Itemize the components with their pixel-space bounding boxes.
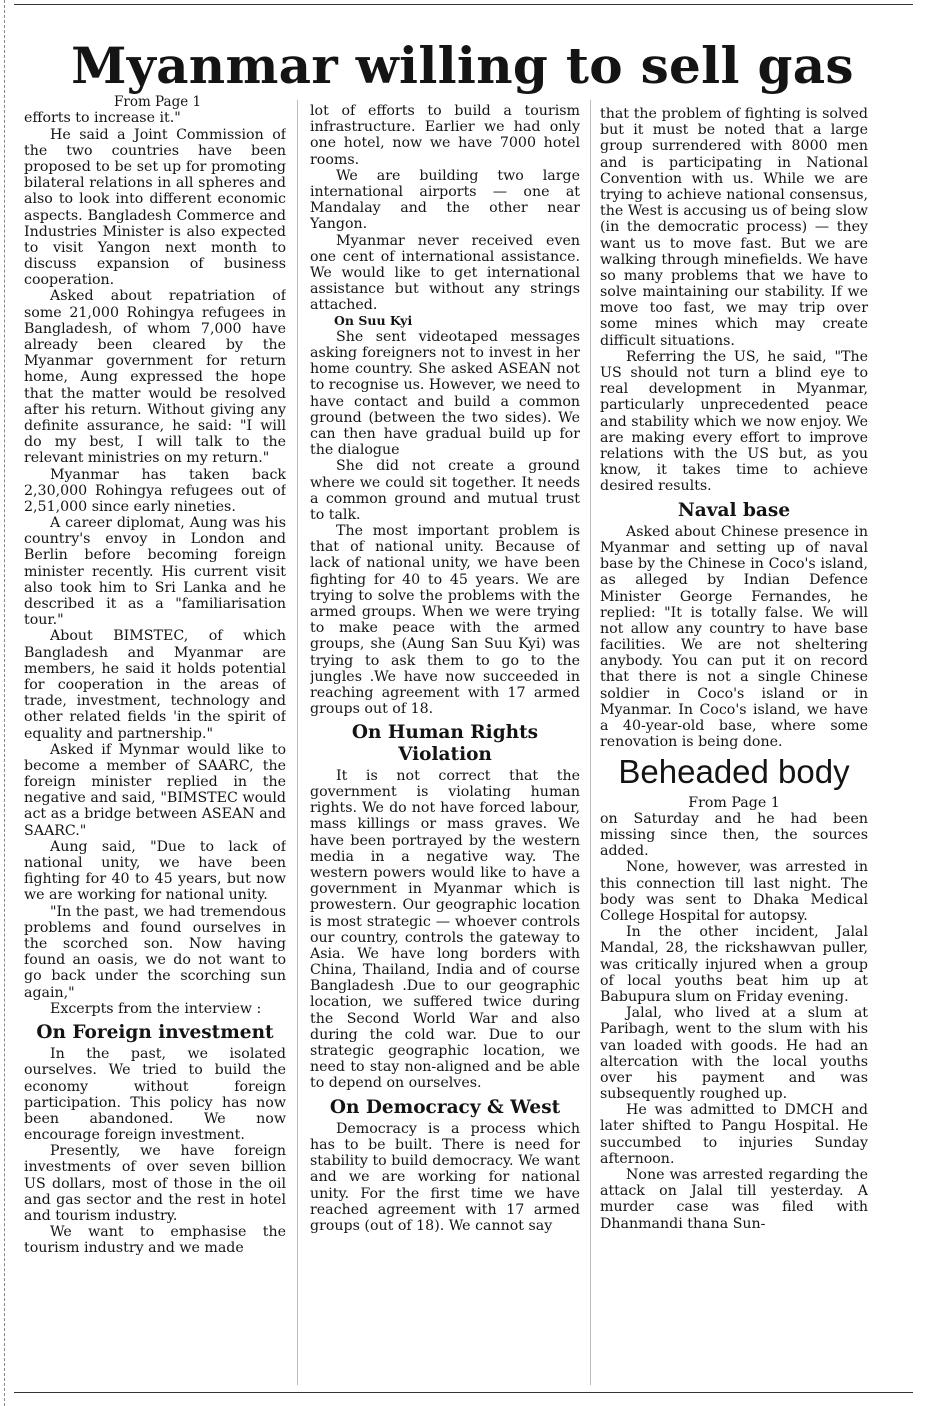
column-1: [24, 95, 286, 1390]
left-edge-border: [4, 0, 5, 1406]
paragraph: In the past, we isolated ourselves. We tried to build the economy without foreign participation. This policy has now been abandoned. We now encourage foreign investment.: [24, 1046, 286, 1144]
paragraph: A career diplomat, Aung was his country's envoy in London and Berlin before becoming foreign minister recently. His current visit also took him to Sri Lanka and he described it as a "familiarisation tour.": [24, 515, 286, 629]
paragraph: Myanmar never received even one cent of international assistance. We would like to get international assistance but without any strings attached.: [310, 232, 580, 314]
subhead-naval-base: Naval base: [677, 499, 791, 521]
paragraph: The most important problem is that of national unity. Because of lack of national unity, we have been fighting for 40 to 45 years. We are trying to solve the problems with the armed groups. When we were trying to make peace with the armed groups, she (Aung San Suu Kyi) was trying to ask them to go to the jungles .We have now succeeded in reaching agreement with 17 armed groups out of 18.: [310, 523, 580, 718]
column-divider: [590, 100, 591, 1385]
top-rule: [14, 4, 913, 5]
paragraph: Asked about repatriation of some 21,000 Rohingya refugees in Bangladesh, of whom 7,000 have already been cleared by the Myanmar government for return home, Aung expressed the hope that the matter would be resolved after his return. Without giving any definite assurance, he said: "I will do my best, I will talk to the relevant ministries on my return.": [24, 288, 286, 467]
paragraph: Democracy is a process which has to be built. There is need for stability to build democracy. We want and we are working for national unity. For the first time we have reached agreement with 17 armed groups (out of 18). We cannot say: [310, 1120, 580, 1234]
paragraph: Myanmar has taken back 2,30,000 Rohingya refugees out of 2,51,000 since early nineties.: [24, 466, 286, 515]
story-headline-beheaded-body: Beheaded body: [618, 753, 850, 791]
paragraph: lot of efforts to build a tourism infrastructure. Earlier we had only one hotel, now we have 7000 hotel rooms.: [310, 103, 580, 168]
paragraph: None was arrested regarding the attack on Jalal till yesterday. A murder case was filed with Dhanmandi thana Sun-: [600, 1167, 868, 1232]
paragraph: that the problem of fighting is solved but it must be noted that a large group surrendered with 8000 men and is participating in National Convention with us. While we are trying to achieve national consensus, the West is accusing us of being slow (in the democratic process) — they want us to move fast. But we are walking through minefields. We have so many problems that we have to solve maintaining our stability. If we move too fast, we may trip over some mines which may create difficult situations.: [600, 106, 868, 349]
kicker-from-page: From Page 1: [114, 95, 202, 110]
subhead-democracy-west: On Democracy & West: [329, 1096, 561, 1118]
paragraph: He said a Joint Commission of the two countries have been proposed to be set up for promoting bilateral relations in all spheres and also to look into different economic aspects. Bangladesh Commerce and Industries Minister is also expected to visit Yangon next month to discuss expansion of business cooperation.: [24, 126, 286, 289]
paragraph: "In the past, we had tremendous problems and found ourselves in the scorched son. Now having found an oasis, we do not want to go back under the scorching sun again,": [24, 903, 286, 1001]
paragraph: We are building two large international airports — one at Mandalay and the other near Yangon.: [310, 167, 580, 233]
paragraph: Asked about Chinese presence in Myanmar and setting up of naval base by the Chinese in Coco's island, as alleged by Indian Defence Minister George Fernandes, he replied: "It is totally false. We will not allow any country to have base facilities. We are not sheltering anybody. You can put it on record that there is not a single Chinese soldier in Coco's island or in Myanmar. In Coco's island, we have a 40-year-old base, where some renovation is being done.: [600, 523, 868, 751]
subhead-foreign-investment: On Foreign investment: [36, 1021, 274, 1043]
paragraph: He was admitted to DMCH and later shifted to Pangu Hospital. He succumbed to injuries Sunday afternoon.: [600, 1102, 868, 1167]
paragraph: on Saturday and he had been missing since then, the sources added.: [600, 810, 868, 860]
paragraph: Asked if Mynmar would like to become a member of SAARC, the foreign minister replied in the negative and said, "BIMSTEC would act as a bridge between ASEAN and SAARC.": [24, 741, 286, 839]
paragraph: It is not correct that the government is violating human rights. We do not have forced labour, mass killings or mass graves. We have been portrayed by the western media in a negative way. The western powers would like to have a government in Myanmar which is prowestern. Our geographic location is most strategic — whoever controls our country, controls the gateway to Asia. We have long borders with China, Thailand, India and of course Bangladesh .Due to our geographic location, we suffered twice during the Second World War and also during the cold war. Due to our strategic geographic location, we need to stay non-aligned and be able to depend on ourselves.: [310, 767, 580, 1092]
kicker-from-page: From Page 1: [688, 794, 780, 811]
paragraph: Referring the US, he said, "The US should not turn a blind eye to real development in Myanmar, particularly unprecedented peace and stability which we now enjoy. We are making every effort to improve relations with the US but, as you know, it takes time to achieve desired results.: [600, 348, 868, 495]
paragraph: She sent videotaped messages asking foreigners not to invest in her home country. She asked ASEAN not to recognise us. However, we need to have contact and build a common ground (between the two sides). We can then have gradual build up for the dialogue: [310, 328, 580, 459]
paragraph: Excerpts from the interview :: [50, 1000, 262, 1017]
paragraph: Aung said, "Due to lack of national unity, we have been fighting for 40 to 45 years, but now we are working for national unity.: [24, 838, 286, 904]
paragraph: She did not create a ground where we could sit together. It needs a common ground and mutual trust to talk.: [310, 458, 580, 523]
paragraph: Jalal, who lived at a slum at Paribagh, went to the slum with his van loaded with goods. He had an altercation with the local youths over his payment and was subsequently roughed up.: [600, 1005, 868, 1103]
paragraph: In the other incident, Jalal Mandal, 28, the rickshawvan puller, was critically injured when a group of local youths beat him up at Babupura slum on Friday evening.: [600, 924, 868, 1005]
paragraph: Presently, we have foreign investments of over seven billion US dollars, most of those in the oil and gas sector and the rest in hotel and tourism industry.: [24, 1143, 286, 1225]
column-divider: [297, 100, 298, 1385]
paragraph: We want to emphasise the tourism industry and we made: [24, 1224, 286, 1257]
paragraph: efforts to increase it.": [24, 110, 181, 127]
subhead-human-rights: On Human Rights Violation: [351, 722, 539, 765]
subhead-on-suu-kyi: On Suu Kyi: [334, 313, 413, 329]
paragraph: None, however, was arrested in this connection till last night. The body was sent to Dhaka Medical College Hospital for autopsy.: [600, 859, 868, 924]
column-3: [600, 106, 868, 1401]
paragraph: About BIMSTEC, of which Bangladesh and Myanmar are members, he said it holds potential for cooperation in the areas of trade, investment, technology and other related fields 'in the spirit of equality and partnership.": [24, 628, 286, 742]
headline: Myanmar willing to sell gas: [71, 35, 854, 95]
bottom-rule: [14, 1392, 913, 1393]
column-2: [310, 103, 580, 1398]
